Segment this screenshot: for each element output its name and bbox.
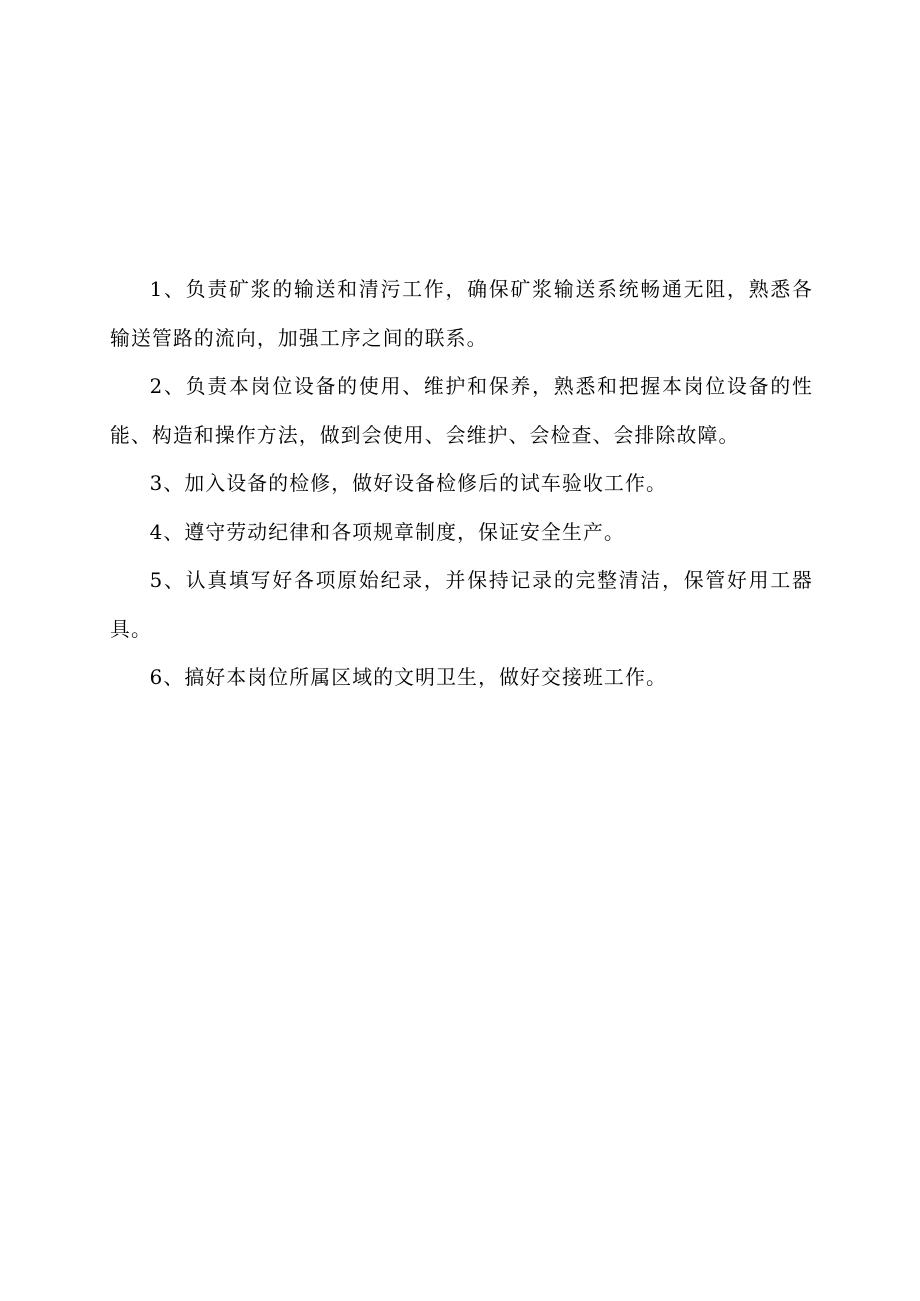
duty-item-2: 2、负责本岗位设备的使用、维护和保养，熟悉和把握本岗位设备的性能、构造和操作方法，做到会使用、会维护、会检查、会排除故障。 [110, 375, 813, 447]
duty-list [110, 266, 813, 703]
duty-item-1: 1、负责矿浆的输送和清污工作，确保矿浆输送系统畅通无阻，熟悉各输送管路的流向，加强工序之间的联系。 [110, 278, 813, 350]
duty-item-6: 6、搞好本岗位所属区域的文明卫生，做好交接班工作。 [149, 666, 667, 689]
duty-item-5: 5、认真填写好各项原始纪录，并保持记录的完整清洁，保管好用工器具。 [110, 569, 813, 641]
duty-item-4: 4、遵守劳动纪律和各项规章制度，保证安全生产。 [149, 520, 625, 544]
duty-item-3: 3、加入设备的检修，做好设备检修后的试车验收工作。 [149, 472, 667, 495]
